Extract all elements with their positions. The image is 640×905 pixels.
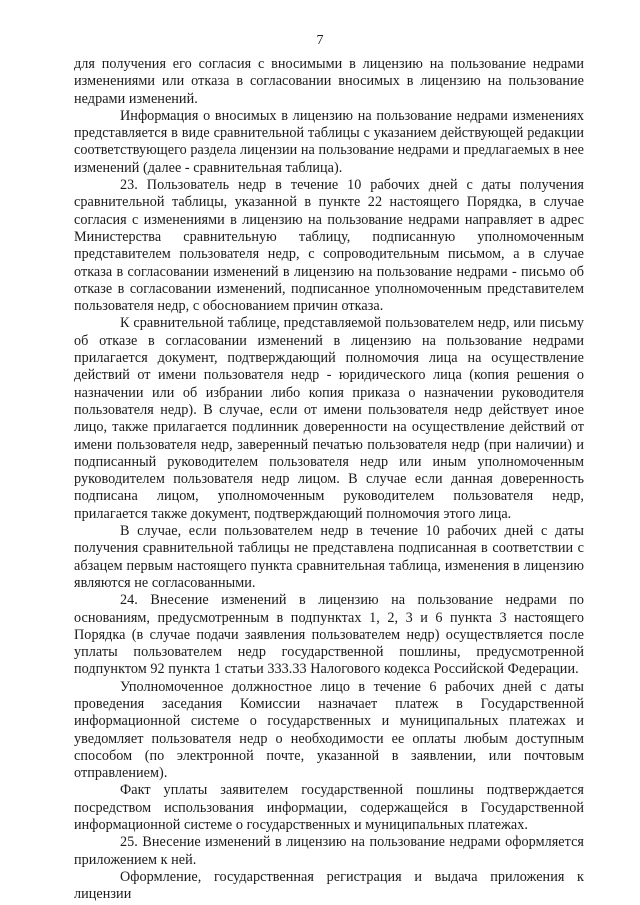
paragraph-continuation: для получения его согласия с вносимыми в лицензию на пользование недрами изменениями или отказа в согласовании вносимых в лицензию на пользование недрами изменений.	[74, 56, 584, 107]
document-body	[74, 56, 584, 903]
paragraph-payment-notice: Уполномоченное должностное лицо в течение 6 рабочих дней с даты проведения заседания Комиссии назначает платеж в Государственной информационной системе о государственных и муниципальных платежах и уведомляет пользователя недр о необходимости ее оплаты любым доступным способом (по электронной почте, указанной в заявлении, или почтовым отправлением).	[74, 678, 584, 782]
paragraph-attachments: К сравнительной таблице, представляемой пользователем недр, или письму об отказе в согласовании изменений в лицензию на пользование недрами прилагается документ, подтверждающий полномочия лица на осуществление действий от имени пользователя недр - юридического лица (копия решения о назначении или об избрании либо копия приказа о назначении руководителя пользователя недр). В случае, если от имени пользователя недр действует иное лицо, также прилагается подлинник доверенности на осуществление действий от имени пользователя недр, заверенный печатью пользователя недр (при наличии) и подписанный руководителем пользователя недр или иным уполномоченным руководителем пользователя недр лицом. В случае если данная доверенность подписана лицом, уполномоченным руководителем пользователя недр, прилагается также документ, подтверждающий полномочия этого лица.	[74, 315, 584, 522]
paragraph-item-24: 24. Внесение изменений в лицензию на пользование недрами по основаниям, предусмотренным в подпунктах 1, 2, 3 и 6 пункта 3 настоящего Порядка (в случае подачи заявления пользователем недр) осуществляется после уплаты пользователем недр государственной пошлины, предусмотренной подпунктом 92 пункта 1 статьи 333.33 Налогового кодекса Российской Федерации.	[74, 592, 584, 678]
paragraph-not-approved: В случае, если пользователем недр в течение 10 рабочих дней с даты получения сравнительной таблицы не представлена подписанная в соответствии с абзацем первым настоящего пункта сравнительная таблица, изменения в лицензию являются не согласованными.	[74, 523, 584, 591]
paragraph-item-23: 23. Пользователь недр в течение 10 рабочих дней с даты получения сравнительной таблицы, указанной в пункте 22 настоящего Порядка, в случае согласия с изменениями в лицензию на пользование недрами направляет в адрес Министерства сравнительную таблицу, подписанную уполномоченным представителем пользователя недр, с сопроводительным письмом, а в случае отказа в согласовании изменений в лицензию на пользование недрами - письмо об отказе в согласовании изменений, подписанное уполномоченным представителем пользователя недр, с обоснованием причин отказа.	[74, 177, 584, 315]
page-number: 7	[316, 33, 324, 48]
paragraph-registration: Оформление, государственная регистрация и выдача приложения к лицензии	[74, 868, 584, 903]
paragraph-payment-fact: Факт уплаты заявителем государственной пошлины подтверждается посредством использования информации, содержащейся в Государственной информационной системе о государственных и муниципальных платежах.	[74, 782, 584, 834]
paragraph-item-25: 25. Внесение изменений в лицензию на пользование недрами оформляется приложением к ней.	[74, 834, 584, 868]
paragraph-comparison-table-info: Информация о вносимых в лицензию на пользование недрами изменениях представляется в виде сравнительной таблицы с указанием действующей редакции соответствующего раздела лицензии на пользование недрами и предлагаемых в нее изменений (далее - сравнительная таблица).	[74, 107, 584, 176]
